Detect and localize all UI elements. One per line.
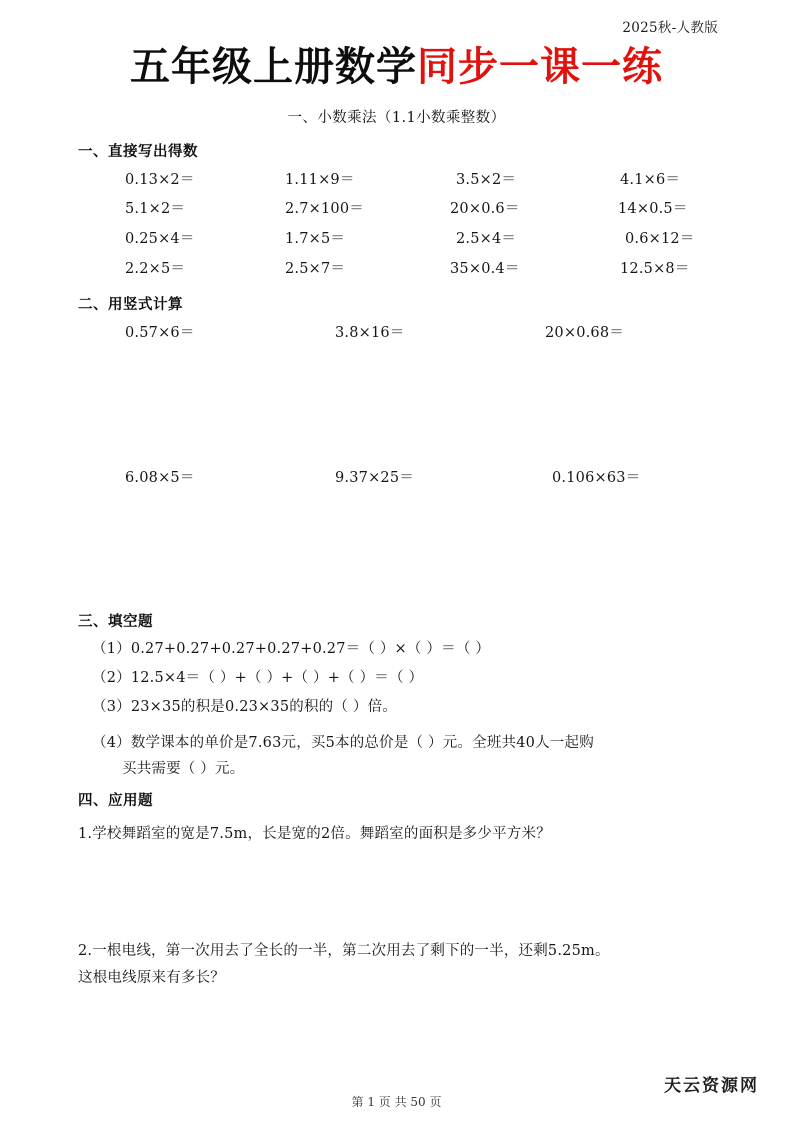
fill-blank-question-3: （3）23×35的积是0.23×35的积的（ ）倍。 — [92, 699, 397, 715]
section-heading-2: 二、用竖式计算 — [78, 297, 183, 313]
word-problem-2-cont: 这根电线原来有多长？ — [78, 970, 225, 986]
problem-1-3-2: 1.7×5＝ — [285, 231, 346, 247]
problem-1-1-1: 0.13×2＝ — [125, 172, 195, 188]
problem-1-3-3: 2.5×4＝ — [456, 231, 517, 247]
problem-1-3-4: 0.6×12＝ — [625, 231, 695, 247]
problem-2-2-2: 9.37×25＝ — [335, 470, 414, 486]
problem-1-2-2: 2.7×100＝ — [285, 201, 364, 217]
problem-1-1-3: 3.5×2＝ — [456, 172, 517, 188]
problem-2-1-3: 20×0.68＝ — [545, 325, 624, 341]
problem-1-4-4: 12.5×8＝ — [620, 261, 690, 277]
word-problem-2: 2.一根电线，第一次用去了全长的一半，第二次用去了剩下的一半，还剩5.25m。 — [78, 943, 610, 959]
problem-2-1-2: 3.8×16＝ — [335, 325, 405, 341]
problem-1-1-2: 1.11×9＝ — [285, 172, 355, 188]
site-watermark: 天云资源网 — [664, 1076, 759, 1096]
problem-2-2-3: 0.106×63＝ — [552, 470, 641, 486]
problem-1-3-1: 0.25×4＝ — [125, 231, 195, 247]
fill-blank-question-1: （1）0.27+0.27+0.27+0.27+0.27＝（ ）×（ ）＝（ ） — [92, 641, 491, 657]
fill-blank-question-4-cont: 买共需要（ ）元。 — [122, 761, 245, 777]
section-heading-4: 四、应用题 — [78, 793, 153, 809]
problem-1-2-3: 20×0.6＝ — [450, 201, 520, 217]
edition-tag: 2025秋-人教版 — [622, 20, 718, 36]
word-problem-1: 1.学校舞蹈室的宽是7.5m，长是宽的2倍。舞蹈室的面积是多少平方米？ — [78, 826, 551, 842]
problem-1-4-3: 35×0.4＝ — [450, 261, 520, 277]
problem-1-4-2: 2.5×7＝ — [285, 261, 346, 277]
problem-1-2-1: 5.1×2＝ — [125, 201, 186, 217]
fill-blank-question-2: （2）12.5×4＝（ ）+（ ）+（ ）+（ ）＝（ ） — [92, 670, 424, 686]
section-heading-3: 三、填空题 — [78, 614, 153, 630]
problem-2-2-1: 6.08×5＝ — [125, 470, 195, 486]
page-number: 第 1 页 共 50 页 — [351, 1095, 442, 1109]
page-title-black-part: 五年级上册数学 — [130, 44, 417, 90]
unit-subtitle: 一、小数乘法（1.1小数乘整数） — [287, 110, 506, 126]
problem-1-4-1: 2.2×5＝ — [125, 261, 186, 277]
problem-2-1-1: 0.57×6＝ — [125, 325, 195, 341]
page-title-red-part: 同步一课一练 — [417, 44, 663, 90]
problem-1-2-4: 14×0.5＝ — [618, 201, 688, 217]
problem-1-1-4: 4.1×6＝ — [620, 172, 681, 188]
page-title — [0, 44, 793, 90]
fill-blank-question-4: （4）数学课本的单价是7.63元，买5本的总价是（ ）元。全班共40人一起购 — [92, 735, 594, 751]
section-heading-1: 一、直接写出得数 — [78, 144, 198, 160]
